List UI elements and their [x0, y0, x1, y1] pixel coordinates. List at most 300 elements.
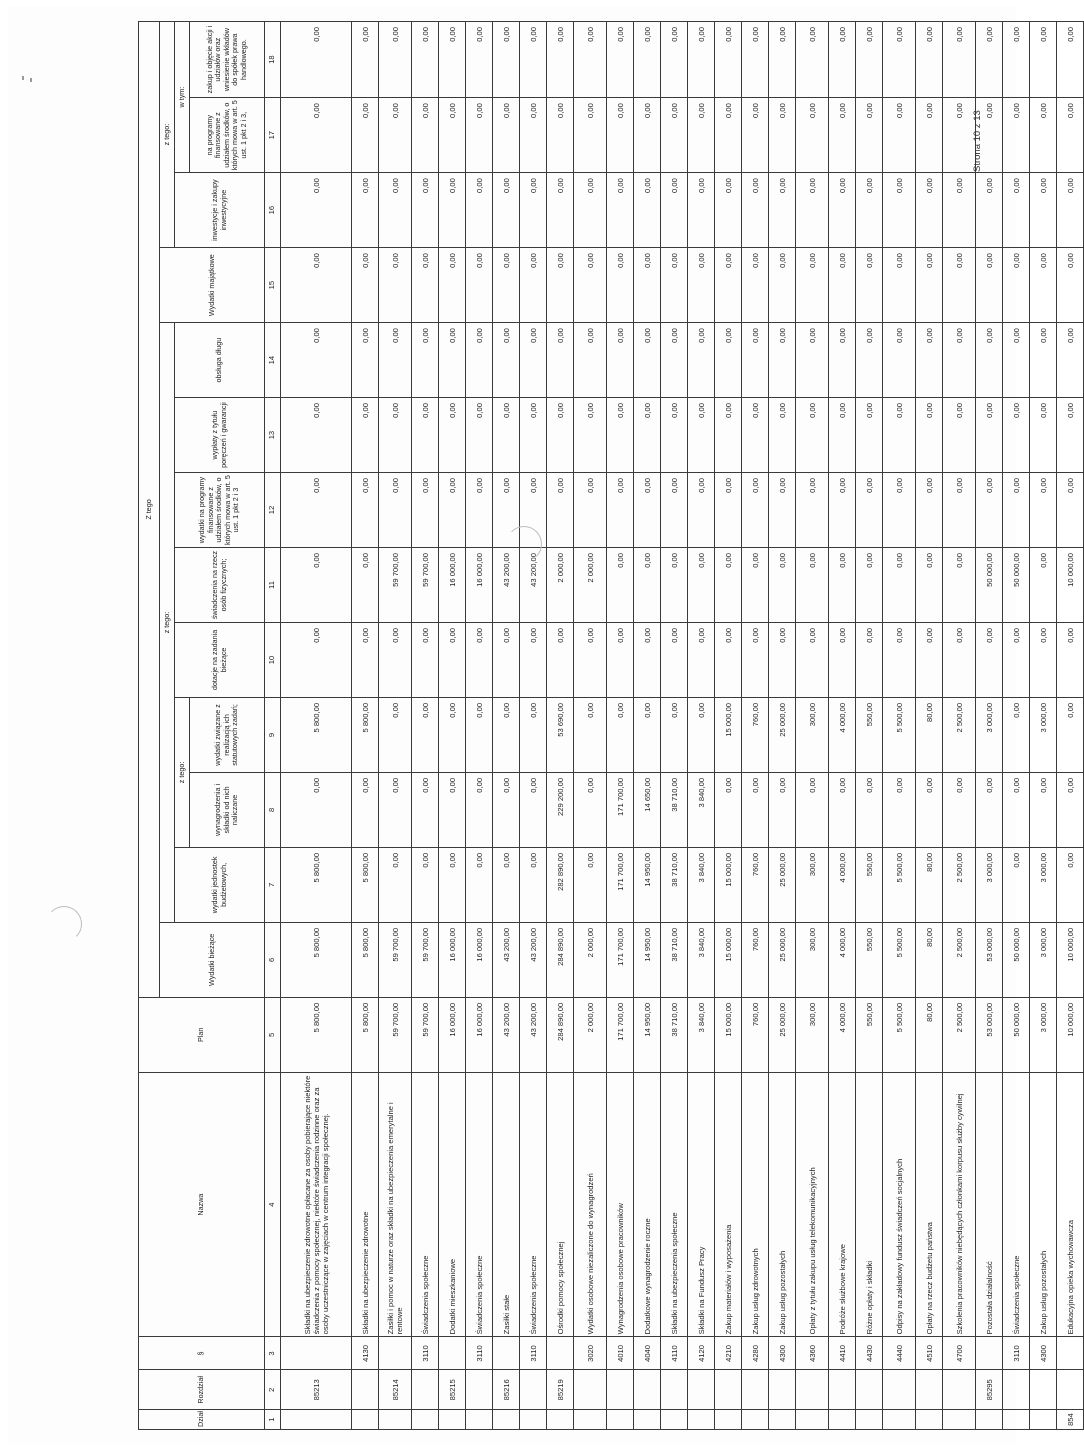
cell-value-col-14: 0,00 [943, 323, 976, 398]
cell-value-col-13: 0,00 [574, 398, 607, 473]
cell-value-col-16: 0,00 [379, 173, 412, 248]
table-row [856, 22, 883, 1430]
cell-value-col-13: 0,00 [883, 398, 916, 473]
cell-value-col-11: 10 000,00 [1057, 548, 1084, 623]
cell-value-col-17: 0,00 [574, 98, 607, 173]
cell-value-col-9: 0,00 [634, 697, 661, 772]
cell-value-col-9: 5 800,00 [281, 697, 352, 772]
cell-value-col-17: 0,00 [1003, 98, 1030, 173]
cell-value-col-15: 0,00 [439, 248, 466, 323]
header-akcje-udzialy: zakup i objęcie akcji i udziałów oraz wniesienie wkładów do spółek prawa handlowego. [190, 22, 265, 98]
table-row [379, 22, 412, 1430]
column-number: 10 [265, 622, 281, 697]
cell-value-col-12: 0,00 [856, 473, 883, 548]
cell-value-col-8: 0,00 [412, 772, 439, 847]
cell-value-col-10: 0,00 [856, 622, 883, 697]
cell-value-col-7: 0,00 [412, 847, 439, 922]
cell-value-col-18: 0,00 [943, 22, 976, 98]
cell-value-col-14: 0,00 [742, 323, 769, 398]
cell-value-col-16: 0,00 [520, 173, 547, 248]
column-number: 18 [265, 22, 281, 98]
cell-value-col-7: 25 000,00 [769, 847, 796, 922]
header-w-tym: w tym: [175, 22, 190, 173]
cell-value-col-6: 171 700,00 [607, 922, 634, 997]
cell-value-col-7: 38 710,00 [661, 847, 688, 922]
cell-paragraf [493, 1337, 520, 1370]
cell-nazwa: Świadczenia społeczne [1003, 1072, 1030, 1337]
cell-value-col-7: 4 000,00 [829, 847, 856, 922]
cell-value-col-6: 80,00 [916, 922, 943, 997]
cell-value-col-12: 0,00 [715, 473, 742, 548]
cell-value-col-9: 0,00 [493, 697, 520, 772]
header-wydatki-statutowe: wydatki związane z realizacją ich statutowych zadań; [190, 697, 265, 772]
cell-value-col-13: 0,00 [412, 398, 439, 473]
cell-value-col-16: 0,00 [634, 173, 661, 248]
cell-value-col-15: 0,00 [1057, 248, 1084, 323]
cell-value-col-15: 0,00 [379, 248, 412, 323]
cell-value-col-8: 0,00 [1030, 772, 1057, 847]
cell-value-col-8: 0,00 [769, 772, 796, 847]
cell-value-col-13: 0,00 [976, 398, 1003, 473]
cell-value-col-16: 0,00 [883, 173, 916, 248]
cell-value-col-18: 0,00 [829, 22, 856, 98]
cell-value-col-12: 0,00 [688, 473, 715, 548]
cell-paragraf: 3110 [520, 1337, 547, 1370]
cell-nazwa: Świadczenia społeczne [520, 1072, 547, 1337]
cell-value-col-12: 0,00 [1003, 473, 1030, 548]
cell-value-col-12: 0,00 [943, 473, 976, 548]
cell-value-col-18: 0,00 [796, 22, 829, 98]
cell-value-col-10: 0,00 [1057, 622, 1084, 697]
table-row [715, 22, 742, 1430]
cell-value-col-12: 0,00 [829, 473, 856, 548]
cell-value-col-17: 0,00 [916, 98, 943, 173]
cell-value-col-13: 0,00 [281, 398, 352, 473]
cell-value-col-15: 0,00 [916, 248, 943, 323]
cell-value-col-11: 59 700,00 [379, 548, 412, 623]
table-row [1057, 22, 1084, 1430]
cell-value-col-17: 0,00 [412, 98, 439, 173]
cell-paragraf: 4130 [352, 1337, 379, 1370]
cell-value-col-11: 0,00 [352, 548, 379, 623]
cell-value-col-8: 171 700,00 [607, 772, 634, 847]
cell-value-col-12: 0,00 [439, 473, 466, 548]
cell-value-col-9: 5 500,00 [883, 697, 916, 772]
cell-value-col-5: 550,00 [856, 997, 883, 1072]
cell-rozdzial [715, 1370, 742, 1410]
cell-value-col-8: 0,00 [742, 772, 769, 847]
cell-value-col-8: 0,00 [466, 772, 493, 847]
cell-value-col-8: 0,00 [796, 772, 829, 847]
cell-value-col-18: 0,00 [493, 22, 520, 98]
table-row [1030, 22, 1057, 1430]
cell-value-col-6: 38 710,00 [661, 922, 688, 997]
header-z-tego-1: z tego: [160, 323, 175, 923]
cell-value-col-12: 0,00 [412, 473, 439, 548]
page-footer [958, 54, 998, 174]
cell-rozdzial [1057, 1370, 1084, 1410]
cell-value-col-18: 0,00 [856, 22, 883, 98]
table-row [520, 22, 547, 1430]
cell-value-col-5: 80,00 [916, 997, 943, 1072]
cell-value-col-9: 0,00 [1057, 697, 1084, 772]
cell-value-col-15: 0,00 [574, 248, 607, 323]
cell-value-col-7: 0,00 [493, 847, 520, 922]
cell-value-col-10: 0,00 [281, 622, 352, 697]
cell-dzial [520, 1410, 547, 1430]
cell-paragraf: 4210 [715, 1337, 742, 1370]
cell-value-col-6: 14 950,00 [634, 922, 661, 997]
cell-value-col-17: 0,00 [466, 98, 493, 173]
header-nazwa: Nazwa [139, 1072, 265, 1337]
cell-value-col-11: 0,00 [634, 548, 661, 623]
cell-value-col-15: 0,00 [412, 248, 439, 323]
cell-value-col-7: 171 700,00 [607, 847, 634, 922]
table-header [139, 22, 281, 1430]
column-number: 17 [265, 98, 281, 173]
table-row [916, 22, 943, 1430]
cell-value-col-16: 0,00 [1057, 173, 1084, 248]
cell-value-col-16: 0,00 [281, 173, 352, 248]
cell-nazwa: Zakup usług zdrowotnych [742, 1072, 769, 1337]
cell-value-col-14: 0,00 [574, 323, 607, 398]
table-row [688, 22, 715, 1430]
cell-value-col-14: 0,00 [520, 323, 547, 398]
cell-value-col-5: 50 000,00 [1003, 997, 1030, 1072]
cell-value-col-10: 0,00 [1030, 622, 1057, 697]
cell-value-col-9: 0,00 [439, 697, 466, 772]
cell-value-col-13: 0,00 [856, 398, 883, 473]
cell-value-col-5: 25 000,00 [769, 997, 796, 1072]
table-body [281, 22, 1084, 1430]
cell-value-col-7: 15 000,00 [715, 847, 742, 922]
cell-value-col-16: 0,00 [976, 173, 1003, 248]
cell-value-col-8: 3 840,00 [688, 772, 715, 847]
cell-value-col-11: 50 000,00 [976, 548, 1003, 623]
cell-rozdzial [1003, 1370, 1030, 1410]
cell-value-col-6: 2 500,00 [943, 922, 976, 997]
cell-value-col-11: 0,00 [883, 548, 916, 623]
cell-value-col-9: 80,00 [916, 697, 943, 772]
cell-value-col-5: 2 500,00 [943, 997, 976, 1072]
cell-value-col-17: 0,00 [769, 98, 796, 173]
cell-value-col-14: 0,00 [439, 323, 466, 398]
cell-nazwa: Opłaty z tytułu zakupu usług telekomunikacyjnych [796, 1072, 829, 1337]
cell-value-col-9: 550,00 [856, 697, 883, 772]
cell-value-col-18: 0,00 [1003, 22, 1030, 98]
cell-value-col-18: 0,00 [281, 22, 352, 98]
cell-value-col-13: 0,00 [352, 398, 379, 473]
cell-value-col-10: 0,00 [829, 622, 856, 697]
cell-value-col-11: 2 000,00 [574, 548, 607, 623]
cell-dzial [769, 1410, 796, 1430]
cell-nazwa: Ośrodki pomocy społecznej [547, 1072, 574, 1337]
cell-value-col-11: 0,00 [856, 548, 883, 623]
cell-value-col-13: 0,00 [943, 398, 976, 473]
cell-value-col-18: 0,00 [976, 22, 1003, 98]
cell-value-col-15: 0,00 [493, 248, 520, 323]
cell-value-col-8: 0,00 [379, 772, 412, 847]
cell-value-col-16: 0,00 [493, 173, 520, 248]
cell-value-col-14: 0,00 [796, 323, 829, 398]
cell-value-col-16: 0,00 [1003, 173, 1030, 248]
cell-value-col-12: 0,00 [634, 473, 661, 548]
cell-value-col-6: 2 000,00 [574, 922, 607, 997]
cell-value-col-11: 16 000,00 [439, 548, 466, 623]
cell-nazwa: Zakup materiałów i wyposażenia [715, 1072, 742, 1337]
table-row [466, 22, 493, 1430]
cell-value-col-15: 0,00 [688, 248, 715, 323]
header-swiadczenia: świadczenia na rzecz osób fizycznych; [175, 548, 265, 623]
cell-rozdzial [1030, 1370, 1057, 1410]
table-row [976, 22, 1003, 1430]
column-number: 11 [265, 548, 281, 623]
header-wydatki-biezace: Wydatki bieżące [160, 922, 265, 997]
cell-value-col-10: 0,00 [1003, 622, 1030, 697]
cell-nazwa: Świadczenia społeczne [412, 1072, 439, 1337]
cell-value-col-6: 4 000,00 [829, 922, 856, 997]
cell-value-col-17: 0,00 [1030, 98, 1057, 173]
cell-dzial [943, 1410, 976, 1430]
cell-value-col-14: 0,00 [1030, 323, 1057, 398]
cell-value-col-17: 0,00 [976, 98, 1003, 173]
table-row [281, 22, 352, 1430]
cell-value-col-9: 4 000,00 [829, 697, 856, 772]
cell-value-col-6: 3 840,00 [688, 922, 715, 997]
cell-value-col-18: 0,00 [742, 22, 769, 98]
cell-value-col-6: 3 000,00 [1030, 922, 1057, 997]
cell-value-col-7: 5 500,00 [883, 847, 916, 922]
cell-value-col-12: 0,00 [661, 473, 688, 548]
cell-dzial [466, 1410, 493, 1430]
cell-value-col-13: 0,00 [1030, 398, 1057, 473]
column-number: 16 [265, 173, 281, 248]
cell-dzial [688, 1410, 715, 1430]
cell-value-col-14: 0,00 [883, 323, 916, 398]
cell-nazwa: Dodatki mieszkaniowe [439, 1072, 466, 1337]
column-number: 5 [265, 997, 281, 1072]
cell-value-col-13: 0,00 [439, 398, 466, 473]
table-row [661, 22, 688, 1430]
cell-value-col-12: 0,00 [1030, 473, 1057, 548]
cell-rozdzial [688, 1370, 715, 1410]
cell-value-col-16: 0,00 [829, 173, 856, 248]
cell-value-col-7: 80,00 [916, 847, 943, 922]
header-z-tego-3: z tego: [160, 22, 175, 248]
cell-value-col-11: 2 000,00 [547, 548, 574, 623]
cell-value-col-17: 0,00 [688, 98, 715, 173]
cell-value-col-11: 0,00 [1030, 548, 1057, 623]
cell-rozdzial [943, 1370, 976, 1410]
cell-dzial [742, 1410, 769, 1430]
cell-value-col-5: 760,00 [742, 997, 769, 1072]
cell-value-col-9: 53 690,00 [547, 697, 574, 772]
cell-value-col-9: 5 800,00 [352, 697, 379, 772]
cell-value-col-13: 0,00 [688, 398, 715, 473]
cell-value-col-18: 0,00 [547, 22, 574, 98]
column-number: 4 [265, 1072, 281, 1337]
cell-nazwa: Odpisy na zakładowy fundusz świadczeń socjalnych [883, 1072, 916, 1337]
cell-value-col-18: 0,00 [466, 22, 493, 98]
cell-value-col-13: 0,00 [916, 398, 943, 473]
cell-value-col-13: 0,00 [547, 398, 574, 473]
cell-value-col-7: 760,00 [742, 847, 769, 922]
column-number: 15 [265, 248, 281, 323]
header-poreczenia: wypłaty z tytułu poręczeń i gwarancji [175, 398, 265, 473]
cell-value-col-9: 0,00 [661, 697, 688, 772]
cell-paragraf [547, 1337, 574, 1370]
cell-paragraf [379, 1337, 412, 1370]
cell-value-col-6: 16 000,00 [439, 922, 466, 997]
cell-value-col-10: 0,00 [379, 622, 412, 697]
cell-paragraf: 4440 [883, 1337, 916, 1370]
cell-rozdzial [661, 1370, 688, 1410]
cell-value-col-15: 0,00 [352, 248, 379, 323]
cell-value-col-11: 0,00 [688, 548, 715, 623]
cell-value-col-5: 284 890,00 [547, 997, 574, 1072]
cell-value-col-12: 0,00 [769, 473, 796, 548]
cell-dzial: 854 [1057, 1410, 1084, 1430]
cell-value-col-13: 0,00 [466, 398, 493, 473]
rotated-table-area [138, 21, 1075, 1430]
cell-value-col-5: 15 000,00 [715, 997, 742, 1072]
cell-value-col-11: 0,00 [281, 548, 352, 623]
cell-value-col-12: 0,00 [976, 473, 1003, 548]
cell-value-col-12: 0,00 [607, 473, 634, 548]
cell-nazwa: Opłaty na rzecz budżetu państwa [916, 1072, 943, 1337]
cell-value-col-16: 0,00 [943, 173, 976, 248]
cell-value-col-10: 0,00 [439, 622, 466, 697]
cell-value-col-17: 0,00 [1057, 98, 1084, 173]
cell-value-col-14: 0,00 [634, 323, 661, 398]
cell-value-col-7: 0,00 [379, 847, 412, 922]
cell-value-col-16: 0,00 [412, 173, 439, 248]
cell-value-col-8: 0,00 [281, 772, 352, 847]
cell-value-col-14: 0,00 [661, 323, 688, 398]
column-number: 12 [265, 473, 281, 548]
table-row [607, 22, 634, 1430]
cell-nazwa: Wydatki osobowe niezaliczone do wynagrodzeń [574, 1072, 607, 1337]
cell-rozdzial [634, 1370, 661, 1410]
cell-value-col-14: 0,00 [715, 323, 742, 398]
cell-value-col-15: 0,00 [742, 248, 769, 323]
cell-value-col-7: 5 800,00 [281, 847, 352, 922]
table-row [829, 22, 856, 1430]
cell-value-col-5: 3 840,00 [688, 997, 715, 1072]
cell-value-col-18: 0,00 [883, 22, 916, 98]
cell-value-col-18: 0,00 [412, 22, 439, 98]
cell-value-col-17: 0,00 [520, 98, 547, 173]
cell-value-col-17: 0,00 [379, 98, 412, 173]
cell-value-col-10: 0,00 [976, 622, 1003, 697]
cell-value-col-7: 550,00 [856, 847, 883, 922]
table-row [796, 22, 829, 1430]
cell-value-col-17: 0,00 [829, 98, 856, 173]
cell-value-col-6: 550,00 [856, 922, 883, 997]
cell-value-col-7: 0,00 [1003, 847, 1030, 922]
cell-value-col-8: 0,00 [883, 772, 916, 847]
cell-value-col-5: 5 500,00 [883, 997, 916, 1072]
table-row [352, 22, 379, 1430]
cell-value-col-11: 43 200,00 [493, 548, 520, 623]
cell-value-col-13: 0,00 [1003, 398, 1030, 473]
cell-value-col-11: 0,00 [796, 548, 829, 623]
column-number: 7 [265, 847, 281, 922]
cell-value-col-13: 0,00 [742, 398, 769, 473]
cell-value-col-18: 0,00 [439, 22, 466, 98]
cell-value-col-18: 0,00 [607, 22, 634, 98]
cell-value-col-9: 0,00 [607, 697, 634, 772]
cell-dzial [352, 1410, 379, 1430]
cell-paragraf [281, 1337, 352, 1370]
cell-value-col-7: 5 800,00 [352, 847, 379, 922]
cell-nazwa: Świadczenia społeczne [466, 1072, 493, 1337]
cell-nazwa: Zakup usług pozostałych [1030, 1072, 1057, 1337]
cell-value-col-15: 0,00 [943, 248, 976, 323]
cell-value-col-7: 0,00 [520, 847, 547, 922]
cell-value-col-14: 0,00 [688, 323, 715, 398]
cell-value-col-17: 0,00 [943, 98, 976, 173]
cell-value-col-14: 0,00 [379, 323, 412, 398]
cell-value-col-14: 0,00 [281, 323, 352, 398]
column-number: 8 [265, 772, 281, 847]
cell-value-col-9: 0,00 [688, 697, 715, 772]
cell-value-col-5: 14 950,00 [634, 997, 661, 1072]
cell-nazwa: Składki na ubezpieczenie zdrowotne opłacane za osoby pobierające niektóre świadczenia z pomocy społecznej, niektóre świadczenia rodzinne oraz za osoby uczestniczące w zajęciach w centrum integracji społecznej. [281, 1072, 352, 1337]
cell-value-col-18: 0,00 [634, 22, 661, 98]
cell-value-col-12: 0,00 [574, 473, 607, 548]
cell-value-col-16: 0,00 [856, 173, 883, 248]
header-dzial: Dział [139, 1410, 265, 1430]
cell-rozdzial [883, 1370, 916, 1410]
cell-value-col-12: 0,00 [916, 473, 943, 548]
cell-value-col-15: 0,00 [769, 248, 796, 323]
cell-value-col-10: 0,00 [520, 622, 547, 697]
cell-value-col-11: 0,00 [715, 548, 742, 623]
cell-value-col-16: 0,00 [715, 173, 742, 248]
cell-value-col-8: 0,00 [856, 772, 883, 847]
cell-value-col-7: 0,00 [574, 847, 607, 922]
cell-value-col-9: 300,00 [796, 697, 829, 772]
table-row [574, 22, 607, 1430]
cell-value-col-6: 5 800,00 [352, 922, 379, 997]
cell-nazwa: Podróże służbowe krajowe [829, 1072, 856, 1337]
cell-value-col-7: 300,00 [796, 847, 829, 922]
column-number: 9 [265, 697, 281, 772]
cell-value-col-11: 0,00 [742, 548, 769, 623]
cell-value-col-8: 0,00 [943, 772, 976, 847]
cell-value-col-5: 5 800,00 [352, 997, 379, 1072]
cell-value-col-11: 59 700,00 [412, 548, 439, 623]
cell-value-col-9: 3 000,00 [976, 697, 1003, 772]
punch-hole-mark [46, 906, 82, 942]
cell-value-col-7: 3 840,00 [688, 847, 715, 922]
cell-rozdzial [742, 1370, 769, 1410]
table-row [547, 22, 574, 1430]
cell-dzial [1030, 1410, 1057, 1430]
cell-value-col-8: 14 650,00 [634, 772, 661, 847]
cell-value-col-8: 38 710,00 [661, 772, 688, 847]
cell-dzial [281, 1410, 352, 1430]
cell-value-col-6: 16 000,00 [466, 922, 493, 997]
scan-speck [30, 78, 32, 82]
cell-value-col-12: 0,00 [742, 473, 769, 548]
cell-dzial [856, 1410, 883, 1430]
table-row [883, 22, 916, 1430]
cell-value-col-16: 0,00 [607, 173, 634, 248]
cell-paragraf: 4430 [856, 1337, 883, 1370]
scanned-page [8, 6, 1075, 1443]
